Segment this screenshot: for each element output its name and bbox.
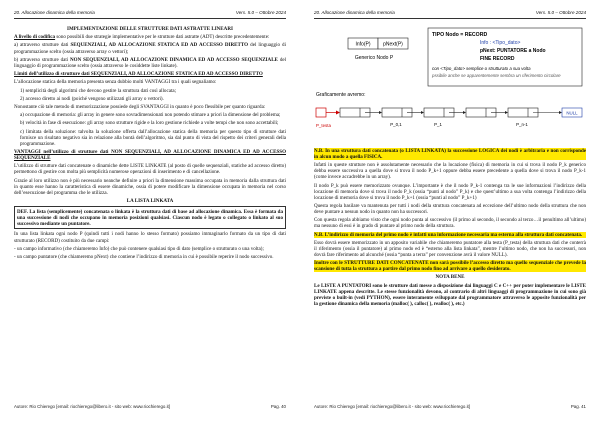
header-version: Vers. 5.0 – Ottobre 2024	[535, 10, 586, 15]
list-item: 1) semplicità degli algoritmi che devono gestire la struttura dati così allocata;	[20, 87, 176, 94]
page-number: Pag. 40	[270, 404, 286, 409]
record-info-line: Info : <Tipo_dato>	[480, 40, 521, 46]
graphic-caption: Graficamente avremo:	[316, 92, 366, 98]
paragraph: Grazie al loro utilizzo non è più necessario neanche definire a priori la dimensione massima occupata in memoria dalla struttura dati in quanto esse hanno la caratteristica di essere dinamiche, ossia di potere modificare la dimensione occupata in memoria nel corso dell’esecuzione del programma che le utilizza.	[14, 177, 286, 196]
note-highlight: N.B. In una struttura dati concatenata (o LISTA LINKATA) la successione LOGICA dei nodi è arbitraria e non corrisponde in alcun modo a quella FISICA.	[314, 148, 586, 161]
paragraph: Il nodo P_k può essere memorizzato ovunque. L’importante è che il nodo P_k-1 contenga tra le sue informazioni l’indirizzo della locazione di memoria dove si trova il nodo P_k (ossia “punti al nodo” P_k) e che quest’ultimo a sua volta contenga l’indirizzo della locazione di memoria dove si trova il nodo P_k+1 (ossia “punti al nodo” P_k+1)	[314, 182, 586, 201]
page-body	[14, 26, 286, 400]
subsection-title: VANTAGGI nell’utilizzo di strutture dati NON SEQUENZIALI, AD ALLOCAZIONE DINAMICA ED AD ACCESSO SEQUENZIALE	[14, 149, 286, 162]
paragraph: Nonostante ciò tale metodo di memorizzazione possiede degli SVANTAGGI in quanto è poco flessibile per quanto riguarda:	[14, 103, 266, 110]
list-item: a) occupazione di memoria: gli array in genere sono sovradimensionati non potendo stimare a priori la dimensione del problema;	[20, 112, 281, 119]
node-label-p1: P_1	[434, 122, 442, 127]
paragraph: A livello di codifica sono possibili due strategie implementative per le strutture dati astratte (ADT) descritte precedentemente:	[14, 34, 270, 41]
head-pointer-label: P_testa	[316, 123, 331, 128]
generic-node-caption: Generico Nodo P	[354, 55, 394, 61]
list-nodes	[340, 108, 562, 117]
page-footer	[314, 404, 586, 412]
footer-author: Autore: Rio Chierego [email: riochierego@libero.it - sito web: www.riochierego.it]	[14, 404, 171, 409]
list-item: 2) accesso diretto ai nodi (poiché vengono utilizzati gli array o vettori).	[20, 95, 164, 102]
head-pointer-box	[316, 108, 326, 117]
linked-list-figure	[314, 26, 586, 148]
node-label-pn1: P_n-1	[516, 122, 528, 127]
page-body	[314, 26, 586, 400]
paragraph: b) attraverso strutture dati NON SEQUENZIALI, AD ALLOCAZIONE DINAMICA ED AD ACCESSO SEQUENZIALE del linguaggio di programmazione scelto (ossia attraverso le cosiddette liste linkate).	[14, 56, 286, 69]
paragraph: L’utilizzo di strutture dati concatenate o dinamiche dette LISTE LINKATE (al posto di quelle sequenziali, statiche ad accesso diretto) permettono di gestire con molta più semplicità numerose operazioni di inserimento e di cancellazione.	[14, 163, 286, 176]
paragraph: Questa regola basilare va mantenuta per tutti i nodi della struttura concatenata ad eccezione dell’ultimo nodo della struttura che non deve puntare a nessun nodo in quanto non ha successori.	[314, 202, 586, 215]
section-title: NOTA BENE	[435, 274, 465, 281]
note-highlight: Inoltre con le STRUTTURE DATI CONCATENATE non sarà possibile l’accesso diretto ma quello sequenziale che prevede la scansione di tutta la struttura a partire dal primo nodo fino ad arrivare a quello desiderato.	[314, 260, 586, 273]
page-footer	[14, 404, 286, 412]
footer-author: Autore: Rio Chierego [email: riochierego@libero.it - sito web: www.riochierego.it]	[314, 404, 471, 409]
subsection-title: Limiti dell’utilizzo di strutture dati SEQUENZIALI, AD ALLOCAZIONE STATICA ED AD ACCESSO DIRETTO	[14, 71, 263, 78]
record-pnext-line: pNext: PUNTATORE a Nodo	[480, 48, 546, 54]
record-note-1: con <Tipo_dato> semplice o strutturato a sua volta	[432, 66, 531, 71]
paragraph: Con questa regola abbiamo visto che ogni nodo punta al successivo (il primo al secondo, il secondo al terzo…il penultimo all’ultimo) ma nessuno di essi è in grado di puntare al primo nodo della struttura.	[314, 217, 586, 230]
note-highlight: N.B. L’indirizzo di memoria del primo nodo è infatti una informazione necessaria ma esterna alla struttura dati concatenata.	[314, 232, 586, 238]
node-label-p01: P_0,1	[390, 122, 402, 127]
page-header	[14, 10, 286, 19]
paragraph: L’allocazione statica della memoria presenta senza dubbio molti VANTAGGI tra i quali segnaliamo:	[14, 79, 217, 86]
header-chapter: 20. Allocazione dinamica della memoria	[14, 10, 95, 15]
paragraph: Esso dovrà essere memorizzato in un apposito variabile che chiameremo puntatore alla testa (P_testa) della struttura dati che conterrà il riferimento (ossia il puntatore) al primo nodo ed è “esterno alla lista linkata”, mentre l’ultimo nodo, che non ha successori, non dovrà fare riferimento ad alcunché (ossia “punta a terra” per convenzione avrà il valore NULL).	[314, 239, 586, 258]
record-fine: FINE RECORD	[480, 56, 515, 62]
node-pnext-label: pNext(P)	[383, 41, 403, 48]
section-title: IMPLEMENTAZIONE DELLE STRUTTURE DATI ASTRATTE LINEARI	[67, 26, 233, 32]
paragraph: In una lista linkata ogni nodo P (quindi tutti i nodi hanno lo stesso formato) possiamo immaginarlo formato da un tipo di dati strutturato (RECORD) costituito da due campi:	[14, 231, 286, 244]
node-info-label: Info(P)	[355, 41, 371, 48]
record-tipo: TIPO Nodo = RECORD	[432, 32, 488, 38]
definition-box: DEF. La lista (semplicemente) concatenata o linkata è la struttura dati di base ad allocazione dinamica. Essa è formata da una successione di nodi che occupano in memoria posizioni qualsiasi. Ciascun nodo è legato o collegato o linkato al suo successivo mediante un puntatore.	[14, 206, 286, 229]
page-right	[300, 0, 600, 424]
paragraph: - un campo informativo (che chiameremo Info) che può contenere qualsiasi tipo di dato (semplice o strutturato o una volta);	[14, 245, 264, 252]
list-item: c) limitata della soluzione: talvolta la soluzione offerta dall’allocazione statica della memoria per questo tipo di strutture dati fornisce un risultato negativo sia in relazione alla bontà dell’algoritmo, sia dal punto di vista del rispetto dei criteri generali della programmazione.	[20, 128, 286, 147]
paragraph: Le LISTE A PUNTATORI sono le strutture dati messe a disposizione dai linguaggi C e C++ per poter implementare le LISTE LINKATE appena descritte. Le stesse funzionalità devono, al contrario di altri linguaggi di programmazione in cui sono già previste o built-in (vedi PYTHON), essere interamente sviluppate dal programmatore attraverso le apposite funzionalità per la gestione dinamica della memoria (malloc( ), calloc( ), realloc( ), etc.)	[314, 282, 586, 307]
header-chapter: 20. Allocazione dinamica della memoria	[314, 10, 395, 15]
section-title: LA LISTA LINKATA	[126, 197, 174, 204]
list-item: b) velocità in fase di esecuzione: gli array sono strutture rigide e la loro gestione richiede a volte tempi che non sono accettabili;	[20, 120, 279, 127]
null-label: NULL	[566, 110, 578, 116]
paragraph: Infatti in queste strutture non è assolutamente necessario che la locazione (fisica) di memoria in cui si trova il nodo P_k generico debba essere successiva a quella dove si trova il nodo P_k+1 oppure debba essere precedente a quella dove si trova il nodo P_k-1 (come invece accadrebbe in un array).	[314, 162, 586, 181]
record-note-2: pssibile anche se apparentemente sembra un riferimento circolare	[432, 73, 561, 78]
paragraph: a) attraverso strutture dati SEQUENZIALI, AD ALLOCAZIONE STATICA ED AD ACCESSO DIRETTO del linguaggio di programmazione scelto (ossia attraverso array o vettori);	[14, 42, 286, 55]
header-version: Vers. 5.0 – Ottobre 2024	[235, 10, 286, 15]
paragraph: - un campo puntatore (che chiameremo pNext) che contiene l’indirizzo di memoria in cui è possibile reperire il nodo successivo.	[14, 253, 274, 260]
page-header	[314, 10, 586, 19]
page-number: Pag. 41	[570, 404, 586, 409]
linked-list-diagram	[314, 26, 586, 148]
